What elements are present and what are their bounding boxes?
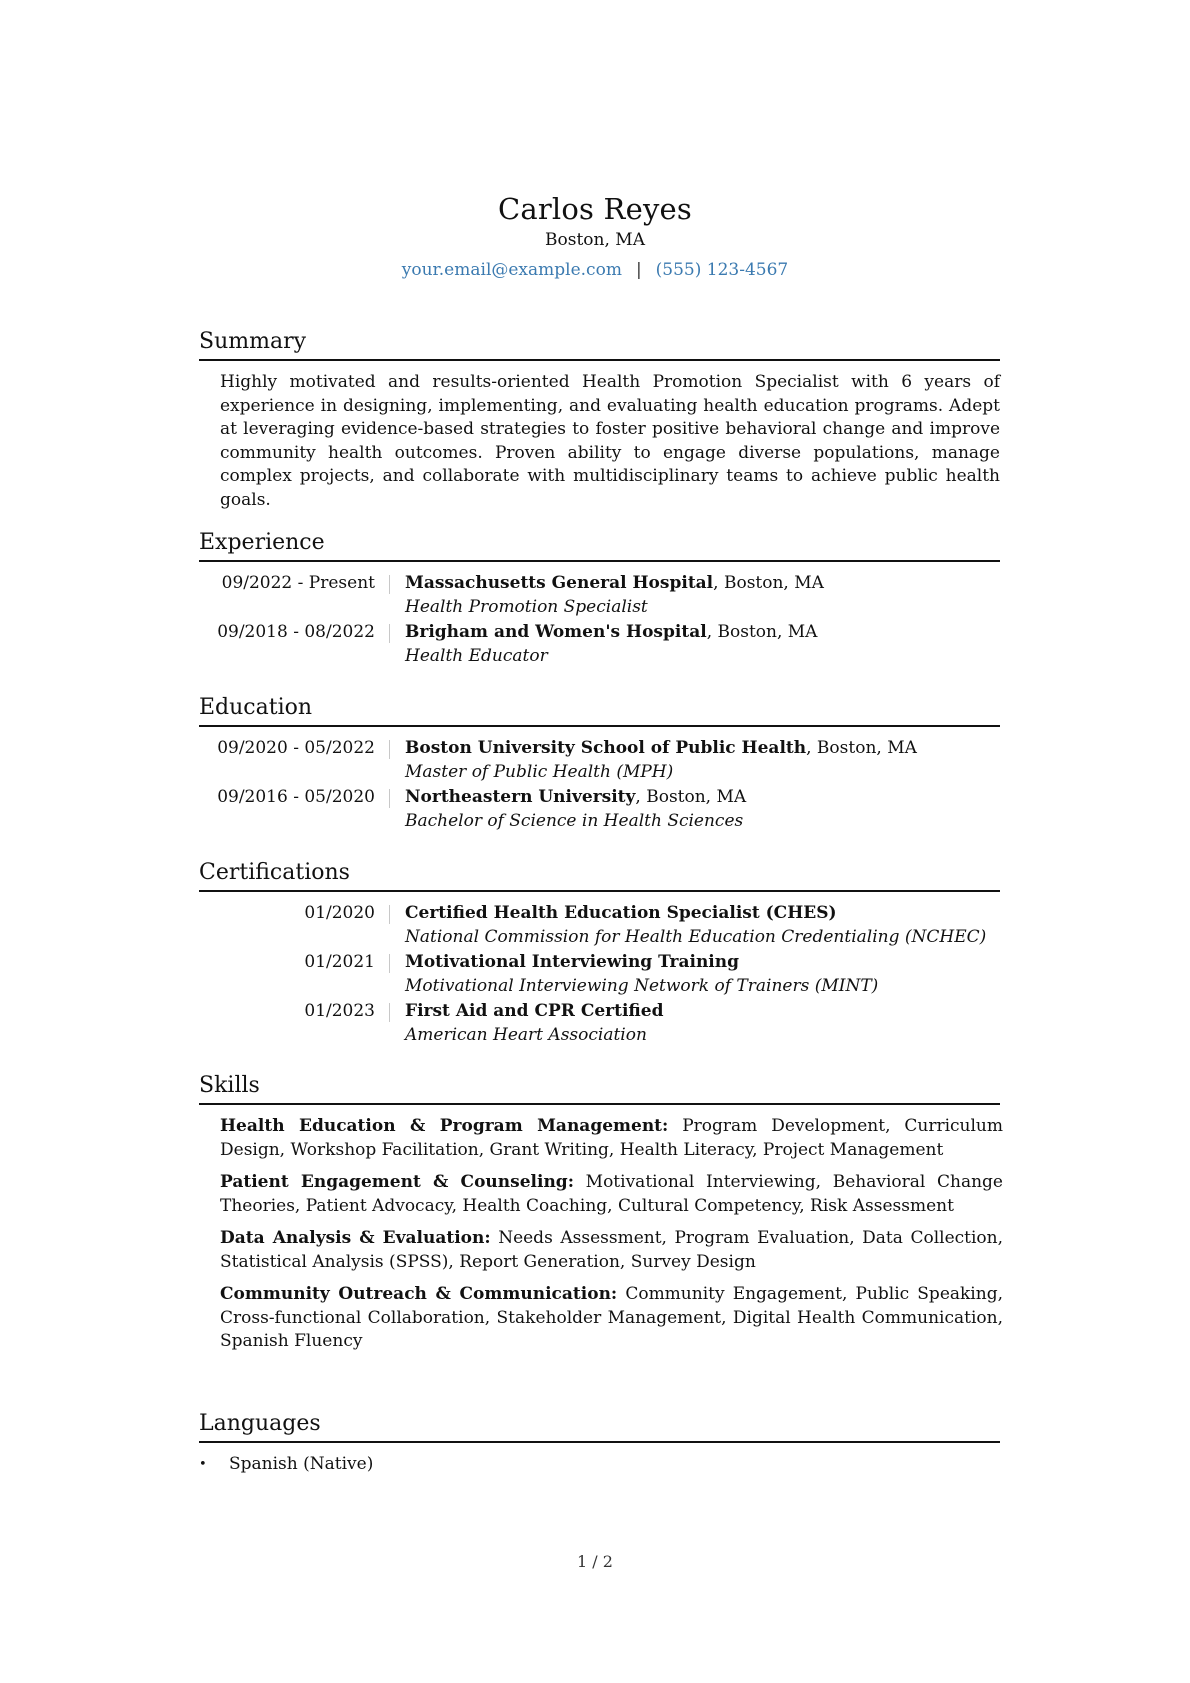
entry-date: 01/2020 — [304, 903, 375, 923]
skills-section — [199, 1071, 1004, 1354]
skill-group — [220, 1115, 1003, 1162]
section-title-summary: Summary — [199, 329, 307, 354]
entry-organization: Northeastern University — [405, 787, 636, 807]
section-title-skills: Skills — [199, 1073, 260, 1098]
skill-group-list: Motivational Interviewing, Behavioral Change Theories, Patient Advocacy, Health Coaching, Cultural Competency, Risk Assessment — [220, 1172, 1003, 1216]
skill-group — [220, 1283, 1003, 1354]
entry-organization: Massachusetts General Hospital — [405, 573, 714, 593]
section-divider — [199, 725, 1000, 727]
contact-line — [0, 258, 1190, 282]
skill-group-list: Needs Assessment, Program Evaluation, Data Collection, Statistical Analysis (SPSS), Report Generation, Survey Design — [220, 1228, 1004, 1272]
contact-separator: | — [635, 260, 642, 280]
skill-group-label: Patient Engagement & Counseling: — [220, 1172, 574, 1192]
summary-text: Highly motivated and results-oriented Health Promotion Specialist with 6 years of experience in designing, implementing, and evaluating health education programs. Adept at leveraging evidence-based strategies to foster positive behavioral change and improve community health outcomes. Proven ability to engage diverse populations, manage complex projects, and collaborate with multidisciplinary teams to achieve public health goals. — [220, 372, 1000, 510]
skill-group-list: Program Development, Curriculum Design, Workshop Facilitation, Grant Writing, Health Literacy, Project Management — [220, 1116, 1003, 1160]
section-title-education: Education — [199, 695, 313, 720]
entry-role: Health Promotion Specialist — [405, 596, 648, 617]
candidate-name: Carlos Reyes — [497, 192, 692, 226]
entry-degree: Master of Public Health (MPH) — [405, 761, 674, 782]
entry-date: 01/2021 — [304, 952, 375, 972]
certification-name: Certified Health Education Specialist (CHES) — [405, 903, 837, 923]
certification-name: First Aid and CPR Certified — [405, 1001, 664, 1021]
certification-entry — [199, 951, 1000, 998]
bullet-icon: • — [199, 1457, 207, 1472]
section-divider — [199, 1103, 1000, 1105]
email-link[interactable]: your.email@example.com — [401, 260, 622, 280]
experience-section — [199, 528, 1000, 670]
entry-location: , Boston, MA — [635, 787, 747, 807]
candidate-location: Boston, MA — [545, 230, 645, 250]
section-divider — [199, 1441, 1000, 1443]
entry-degree: Bachelor of Science in Health Sciences — [405, 810, 744, 831]
entry-date: 09/2022 - Present — [221, 573, 375, 593]
section-title-experience: Experience — [199, 530, 325, 555]
page-indicator: 1 / 2 — [577, 1552, 613, 1571]
certifications-section — [199, 858, 1000, 1049]
certification-entry — [199, 902, 1000, 949]
skill-group — [220, 1227, 1003, 1274]
entry-location: , Boston, MA — [706, 622, 818, 642]
certification-issuer: National Commission for Health Education Credentialing (NCHEC) — [405, 926, 987, 947]
entry-role: Health Educator — [405, 645, 548, 666]
summary-section — [199, 327, 1000, 512]
entry-location: , Boston, MA — [713, 573, 824, 593]
section-divider — [199, 359, 1000, 361]
skill-group-label: Health Education & Program Management: — [220, 1116, 669, 1136]
experience-entry — [199, 621, 1000, 668]
skill-group-label: Data Analysis & Evaluation: — [220, 1228, 491, 1248]
education-entry — [199, 786, 1000, 833]
certification-name: Motivational Interviewing Training — [405, 952, 740, 972]
section-divider — [199, 890, 1000, 892]
education-section — [199, 693, 1000, 835]
section-divider — [199, 560, 1000, 562]
section-title-languages: Languages — [199, 1411, 321, 1436]
entry-date: 09/2020 - 05/2022 — [217, 738, 375, 758]
section-title-certifications: Certifications — [199, 860, 350, 885]
education-entry — [199, 737, 1000, 784]
resume-header — [0, 190, 1190, 282]
entry-location: , Boston, MA — [806, 738, 917, 758]
experience-entry — [199, 572, 1000, 619]
certification-issuer: American Heart Association — [405, 1024, 647, 1045]
entry-organization: Boston University School of Public Health — [405, 738, 807, 758]
entry-organization: Brigham and Women's Hospital — [405, 622, 707, 642]
entry-date: 01/2023 — [304, 1001, 375, 1021]
certification-issuer: Motivational Interviewing Network of Trainers (MINT) — [405, 975, 879, 996]
skill-group-label: Community Outreach & Communication: — [220, 1284, 618, 1304]
skill-group — [220, 1171, 1003, 1218]
entry-date: 09/2018 - 08/2022 — [217, 622, 375, 642]
list-item — [199, 1453, 1000, 1477]
languages-section — [199, 1409, 1000, 1477]
language-text: Spanish (Native) — [229, 1454, 374, 1474]
certification-entry — [199, 1000, 1000, 1047]
entry-date: 09/2016 - 05/2020 — [217, 787, 375, 807]
skill-group-list: Community Engagement, Public Speaking, Cross-functional Collaboration, Stakeholder Management, Digital Health Communication, Spanish Fluency — [220, 1284, 1003, 1351]
phone-link[interactable]: (555) 123-4567 — [655, 260, 789, 280]
